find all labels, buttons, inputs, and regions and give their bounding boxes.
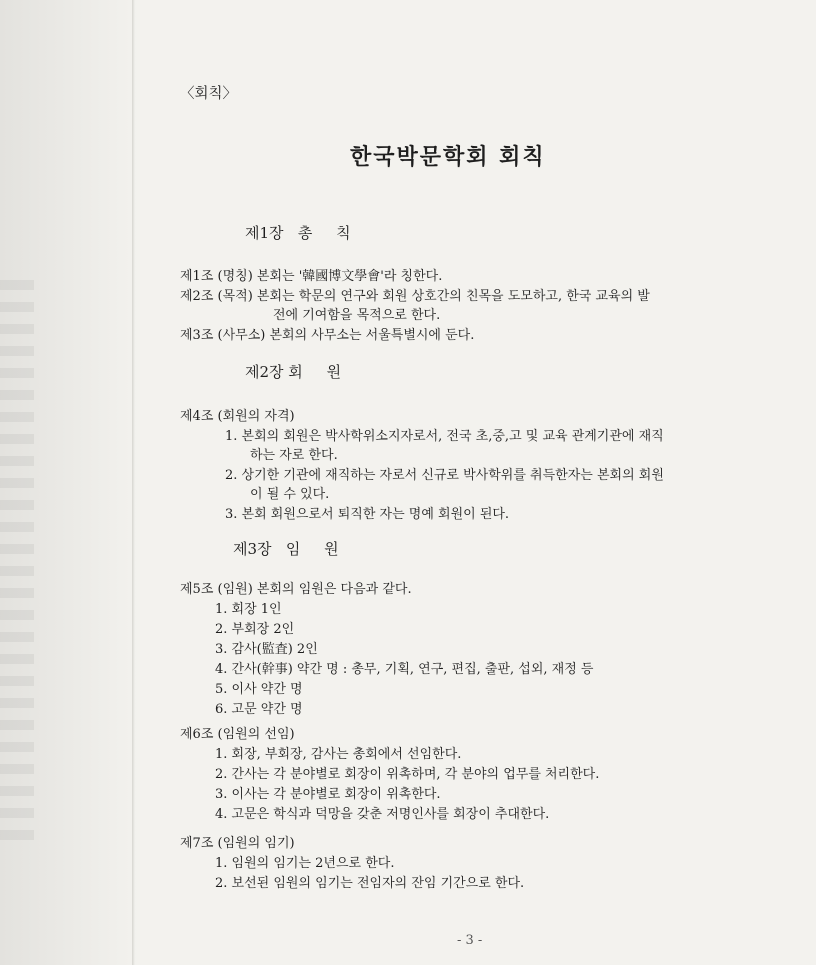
article-6-item-3: 3. 이사는 각 분야별로 회장이 위촉한다. xyxy=(215,787,441,802)
bleed-through-edge xyxy=(0,280,34,840)
article-5-item-3: 3. 감사(監査) 2인 xyxy=(215,642,318,657)
article-7-item-1: 1. 임원의 임기는 2년으로 한다. xyxy=(215,856,395,871)
article-4-item-1a: 1. 본회의 회원은 박사학위소지자로서, 전국 초,중,고 및 교육 관계기관에 재직 xyxy=(225,429,664,444)
article-6: 제6조 (임원의 선임) xyxy=(180,727,295,742)
article-6-item-2: 2. 간사는 각 분야별로 회장이 위촉하며, 각 분야의 업무를 처리한다. xyxy=(215,767,600,782)
article-1: 제1조 (명칭) 본회는 '韓國博文學會'라 칭한다. xyxy=(180,269,443,284)
page-fold xyxy=(132,0,135,965)
article-5-item-2: 2. 부회장 2인 xyxy=(215,622,295,637)
page-number: - 3 - xyxy=(457,933,483,948)
article-7-item-2: 2. 보선된 임원의 임기는 전임자의 잔임 기간으로 한다. xyxy=(215,876,525,891)
article-5-item-4: 4. 간사(幹事) 약간 명 : 총무, 기획, 연구, 편집, 출판, 섭외, 재정 등 xyxy=(215,662,594,677)
article-7: 제7조 (임원의 임기) xyxy=(180,836,295,851)
chapter-1-heading: 제1장 총 칙 xyxy=(245,224,351,242)
article-2-line-1: 제2조 (목적) 본회는 학문의 연구와 회원 상호간의 친목을 도모하고, 한국 교육의 발 xyxy=(180,289,650,304)
article-4-item-2a: 2. 상기한 기관에 재직하는 자로서 신규로 박사학위를 취득한자는 본회의 회원 xyxy=(225,468,664,483)
article-5-item-6: 6. 고문 약간 명 xyxy=(215,702,303,717)
article-5: 제5조 (임원) 본회의 임원은 다음과 같다. xyxy=(180,582,412,597)
article-4: 제4조 (회원의 자격) xyxy=(180,409,295,424)
article-4-item-3: 3. 본회 회원으로서 퇴직한 자는 명예 회원이 된다. xyxy=(225,507,510,522)
article-3: 제3조 (사무소) 본회의 사무소는 서울특별시에 둔다. xyxy=(180,328,475,343)
chapter-3-heading: 제3장 임 원 xyxy=(233,540,339,558)
chapter-2-heading: 제2장 회 원 xyxy=(245,363,342,381)
article-4-item-2b: 이 될 수 있다. xyxy=(250,487,330,502)
article-5-item-5: 5. 이사 약간 명 xyxy=(215,682,303,697)
article-5-item-1: 1. 회장 1인 xyxy=(215,602,282,617)
article-2-line-2: 전에 기여함을 목적으로 한다. xyxy=(273,308,441,323)
article-6-item-1: 1. 회장, 부회장, 감사는 총회에서 선임한다. xyxy=(215,747,462,762)
article-6-item-4: 4. 고문은 학식과 덕망을 갖춘 저명인사를 회장이 추대한다. xyxy=(215,807,550,822)
article-4-item-1b: 하는 자로 한다. xyxy=(250,448,338,463)
header-label: 〈회칙〉 xyxy=(180,86,238,102)
document-title: 한국박문학회 회칙 xyxy=(350,144,546,170)
